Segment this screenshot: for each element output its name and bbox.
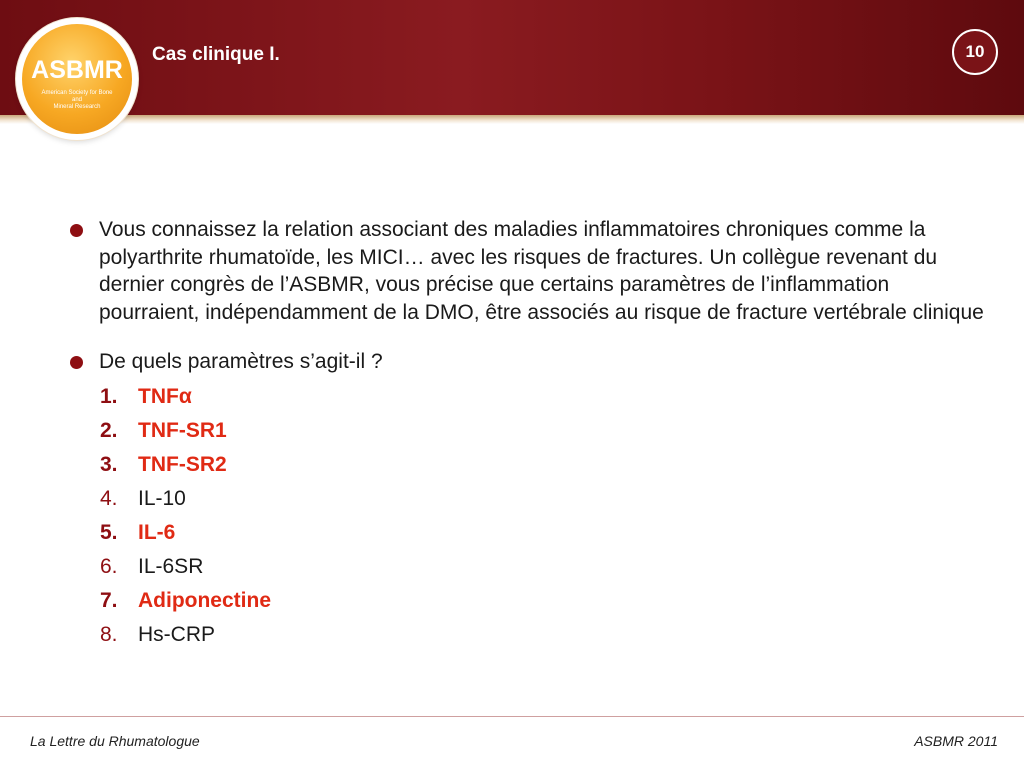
logo-disc bbox=[22, 24, 132, 134]
answer-number: 4. bbox=[100, 486, 118, 510]
logo-title: ASBMR bbox=[31, 56, 123, 84]
footer-publication: La Lettre du Rhumatologue bbox=[30, 733, 200, 749]
asbmr-logo bbox=[16, 18, 138, 140]
answer-text: Adiponectine bbox=[138, 588, 272, 612]
answer-number: 8. bbox=[100, 622, 118, 646]
page-number-badge: 10 bbox=[952, 29, 998, 75]
answer-number: 1. bbox=[100, 384, 118, 408]
answer-number: 2. bbox=[100, 418, 118, 442]
answer-text: TNFα bbox=[138, 384, 192, 408]
answer-option bbox=[100, 584, 990, 618]
logo-subtitle: American Society for Bone and Mineral Research bbox=[41, 90, 113, 110]
answer-number: 5. bbox=[100, 520, 118, 544]
question-bullet bbox=[70, 348, 990, 376]
header-shadow-band bbox=[0, 115, 1024, 124]
answer-option bbox=[100, 448, 990, 482]
answer-option bbox=[100, 482, 990, 516]
answer-option bbox=[100, 380, 990, 414]
answer-option bbox=[100, 516, 990, 550]
answer-number: 6. bbox=[100, 554, 118, 578]
answer-text: IL-6 bbox=[138, 520, 176, 544]
answer-text: IL-6SR bbox=[138, 554, 204, 578]
answer-number: 3. bbox=[100, 452, 118, 476]
answer-option bbox=[100, 550, 990, 584]
answer-option bbox=[100, 414, 990, 448]
slide-content bbox=[70, 216, 990, 652]
bullet-dot-icon bbox=[70, 356, 83, 369]
intro-bullet bbox=[70, 216, 990, 326]
answer-list bbox=[70, 380, 990, 652]
footer-source: ASBMR 2011 bbox=[914, 733, 998, 749]
slide-title: Cas clinique I. bbox=[152, 44, 280, 65]
bullet-dot-icon bbox=[70, 224, 83, 237]
answer-option bbox=[100, 618, 990, 652]
answer-text: Hs-CRP bbox=[138, 622, 215, 646]
answer-text: TNF-SR1 bbox=[138, 418, 227, 442]
footer-divider bbox=[0, 716, 1024, 717]
answer-number: 7. bbox=[100, 588, 118, 612]
answer-text: IL-10 bbox=[138, 486, 186, 510]
question-text: De quels paramètres s’agit-il ? bbox=[99, 350, 383, 373]
answer-text: TNF-SR2 bbox=[138, 452, 227, 476]
intro-paragraph: Vous connaissez la relation associant des maladies inflammatoires chroniques comme la polyarthrite rhumatoïde, les MICI… avec les risques de fractures. Un collègue revenant du dernier congrès de l’ASBMR, vous précise que certains paramètres de l’inflammation pourraient, indépendamment de la DMO, être associés au risque de fracture vertébrale clinique bbox=[99, 218, 984, 324]
